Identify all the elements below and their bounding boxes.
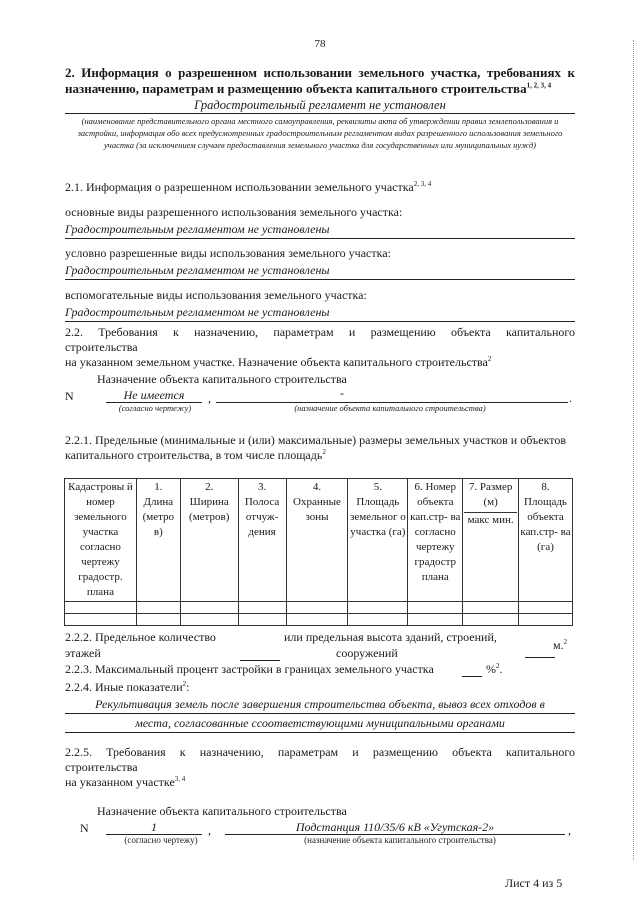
object-purpose-value: Подстанция 110/35/6 кВ «Угутская-2»: [295, 820, 495, 834]
regulation-underline: [65, 113, 575, 114]
main-uses-underline: [65, 238, 575, 239]
other-indicators-line1: Рекультивация земель после завершения строительства объекта, вывоз всех отходов в: [95, 697, 545, 711]
conditional-uses-label: условно разрешенные виды использования земельного участка:: [65, 246, 391, 260]
header-width: 2. Ширина (метров): [180, 479, 238, 602]
page-edge-line: [633, 40, 634, 860]
purpose-label: Назначение объекта капитального строительства: [97, 372, 347, 386]
purpose-label-2: Назначение объекта капитального строительства: [97, 804, 347, 818]
height-unit: м.$^2$: [553, 638, 568, 652]
dimensions-table: [64, 478, 573, 626]
section-2-2-2-line2b: сооружений: [336, 646, 398, 660]
conditional-uses-value: Градостроительным регламентом не установлены: [65, 263, 330, 277]
n-label: N: [65, 389, 74, 403]
section-2-2-title-line2: строительства: [65, 340, 138, 354]
other-indicators-line2: места, согласованные ссоответствующими муниципальными органами: [135, 716, 505, 730]
purpose-period: .: [569, 391, 572, 405]
n-comma-2: ,: [208, 823, 211, 837]
caption-purpose-2: (назначение объекта капитального строительства): [304, 835, 496, 845]
header-cadastral: Кадастровы й номер земельного участка согласно чертежу градостр. плана: [65, 479, 137, 602]
section-2-2-1-title: 2.2.1. Предельные (минимальные и (или) максимальные) размеры земельных участков и объектов капитального строительства, в том числе площадь$^2$: [65, 433, 566, 462]
section-2-2-2-line1b: или предельная высота зданий, строений,: [284, 630, 497, 644]
caption-purpose: (назначение объекта капитального строительства): [294, 403, 486, 413]
caption-per-drawing: (согласно чертежу): [118, 403, 192, 413]
section-2-2-3-text: 2.2.3. Максимальный процент застройки в границах земельного участка: [65, 662, 434, 676]
object-purpose-end: ,: [568, 823, 571, 837]
section-2-2-title-line3: на указанном земельном участке. Назначение объекта капитального строительства$^2$: [65, 355, 492, 369]
n-value-2: 1: [151, 820, 157, 834]
n-value: Не имеется: [123, 388, 185, 402]
caption-per-drawing-2: (согласно чертежу): [124, 835, 198, 845]
sheet-footer: Лист 4 из 5: [505, 876, 563, 890]
section-2-2-5-title-line2: строительства: [65, 760, 138, 774]
section-2-title: 2. Информация о разрешенном использовании земельного участка, требованиях к назначению, параметрам и размещению объекта капитального строительства$^{1, 2, 3, 4}$: [65, 65, 575, 96]
n-comma: ,: [208, 391, 211, 405]
section-2-1-title: 2.1. Информация о разрешенном использовании земельного участка$^{2, 3, 4}$: [65, 180, 432, 194]
n-label-2: N: [80, 821, 89, 835]
section-2-2-2-line1a: 2.2.2. Предельное количество: [65, 630, 216, 644]
auxiliary-uses-underline: [65, 321, 575, 322]
header-length: 1. Длина (метро в): [136, 479, 180, 602]
header-object-area: 8. Площадь объекта кап.стр- ва (га): [519, 479, 573, 602]
main-uses-value: Градостроительным регламентом не установлены: [65, 222, 330, 236]
section-2-2-2-line2a: этажей: [65, 646, 101, 660]
conditional-uses-underline: [65, 279, 575, 280]
main-uses-label: основные виды разрешенного использования земельного участка:: [65, 205, 403, 219]
height-underline: [525, 657, 555, 658]
other-indicators-underline1: [65, 713, 575, 714]
auxiliary-uses-label: вспомогательные виды использования земельного участка:: [65, 288, 367, 302]
header-object-number: 6. Номер объекта кап.стр- ва согласно чертежу градостр плана: [408, 479, 463, 602]
percent-unit: %$^2$.: [486, 662, 503, 676]
purpose-dash: -: [340, 386, 344, 400]
sub-max: макс: [467, 514, 490, 526]
floors-underline: [240, 660, 280, 661]
sub-min: мин.: [492, 514, 514, 526]
other-indicators-underline2: [65, 732, 575, 733]
auxiliary-uses-value: Градостроительным регламентом не установлены: [65, 305, 330, 319]
section-2-2-title-line1: 2.2. Требования к назначению, параметрам и размещению объекта капитального: [65, 325, 575, 339]
section-2-2-5-title-line1: 2.2.5. Требования к назначению, параметрам и размещению объекта капитального: [65, 745, 575, 759]
regulation-note: (наименование представительного органа местного самоуправления, реквизиты акта об утверждении правил землепользования и застройки, информация обо всех предусмотренных градостроительным регламентом видах разрешенного использования земельного участка (за исключением случаев предоставления земельного участка для государственных или муниципальных нужд): [77, 116, 563, 150]
section-2-2-5-title-line3: на указанном участке$^{3, 4}$: [65, 775, 186, 789]
header-size: 7. Размер (м) макс мин.: [463, 479, 519, 602]
section-2-2-4-title: 2.2.4. Иные показатели$^2$:: [65, 680, 190, 694]
header-plot-area: 5. Площадь земельног о участка (га): [348, 479, 408, 602]
percent-underline: [462, 676, 482, 677]
page-number: 78: [314, 38, 326, 50]
regulation-value: Градостроительный регламент не установлен: [194, 98, 446, 112]
header-exclusion-strip: 3. Полоса отчуж- дения: [238, 479, 286, 602]
header-protected-zones: 4. Охранные зоны: [286, 479, 348, 602]
